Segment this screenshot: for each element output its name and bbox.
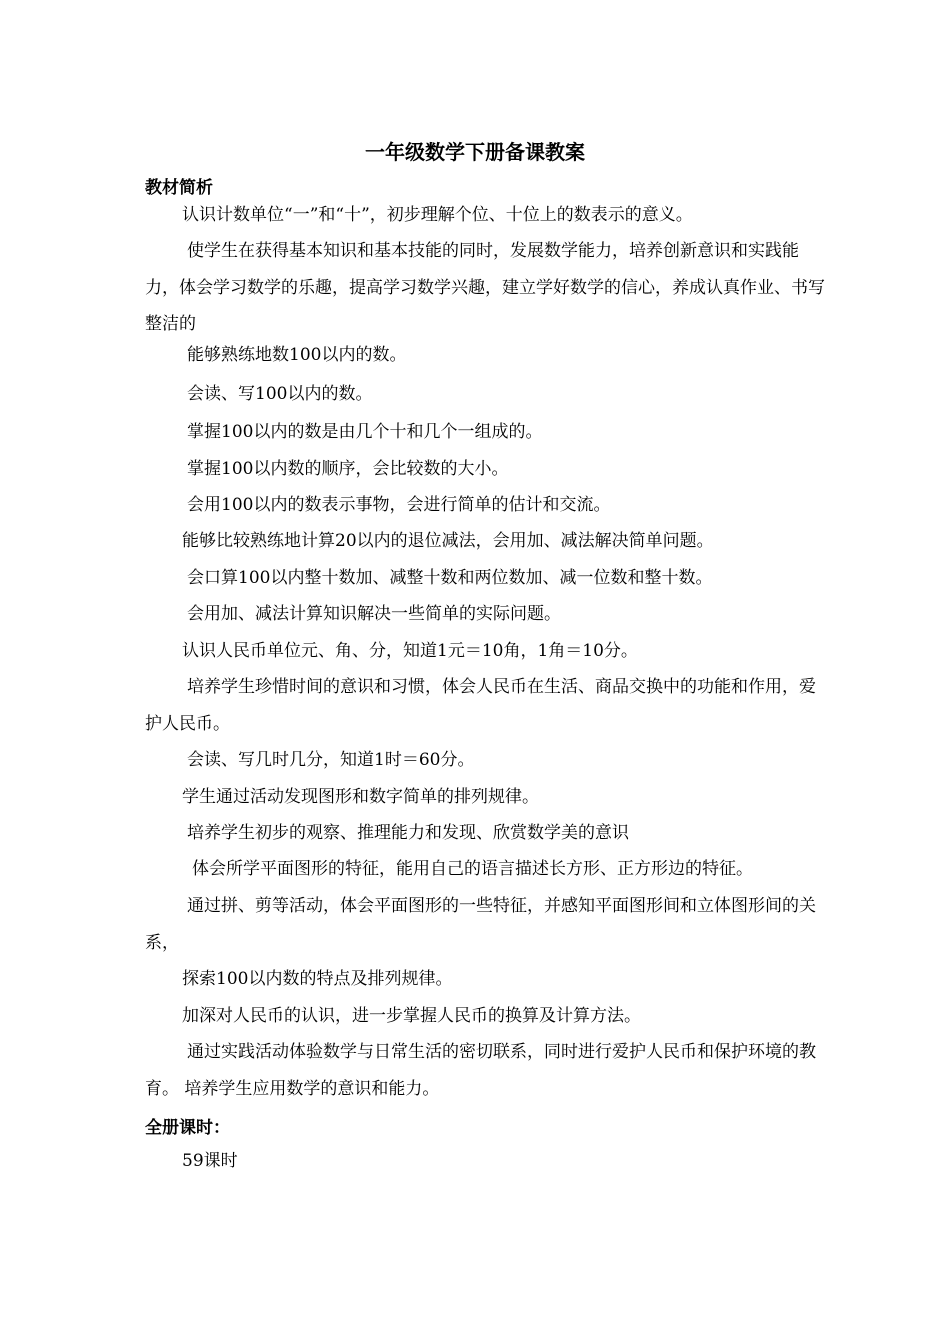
paragraph: 会用100以内的数表示事物，会进行简单的估计和交流。 — [187, 495, 611, 515]
paragraph: 会读、写100以内的数。 — [187, 384, 373, 404]
paragraph: 体会所学平面图形的特征，能用自己的语言描述长方形、正方形边的特征。 — [192, 859, 753, 879]
document-title: 一年级数学下册备课教案 — [365, 140, 585, 164]
paragraph: 59课时 — [182, 1151, 238, 1171]
paragraph: 培养学生初步的观察、推理能力和发现、欣赏数学美的意识 — [187, 823, 629, 843]
paragraph: 学生通过活动发现图形和数字简单的排列规律。 — [182, 787, 539, 807]
paragraph: 掌握100以内数的顺序，会比较数的大小。 — [187, 459, 509, 479]
paragraph: 通过拼、剪等活动，体会平面图形的一些特征，并感知平面图形间和立体图形间的关系， — [145, 896, 816, 953]
paragraph: 认识人民币单位元、角、分，知道1元＝10角，1角＝10分。 — [182, 641, 638, 661]
paragraph: 掌握100以内的数是由几个十和几个一组成的。 — [187, 422, 543, 442]
paragraph: 能够比较熟练地计算20以内的退位减法，会用加、减法解决简单问题。 — [182, 531, 714, 551]
paragraph: 能够熟练地数100以内的数。 — [187, 345, 407, 365]
section-heading-total-lessons: 全册课时： — [145, 1118, 230, 1138]
paragraph: 探索100以内数的特点及排列规律。 — [182, 969, 453, 989]
paragraph: 通过实践活动体验数学与日常生活的密切联系，同时进行爱护人民币和保护环境的教育。 培养学生应用数学的意识和能力。 — [145, 1042, 816, 1099]
paragraph: 加深对人民币的认识，进一步掌握人民币的换算及计算方法。 — [182, 1006, 641, 1026]
paragraph: 认识计数单位“一”和“十”，初步理解个位、十位上的数表示的意义。 — [182, 205, 693, 225]
paragraph: 培养学生珍惜时间的意识和习惯，体会人民币在生活、商品交换中的功能和作用，爱护人民币。 — [145, 677, 816, 734]
paragraph: 会口算100以内整十数加、减整十数和两位数加、减一位数和整十数。 — [187, 568, 713, 588]
paragraph: 会读、写几时几分，知道1时＝60分。 — [187, 750, 475, 770]
paragraph: 会用加、减法计算知识解决一些简单的实际问题。 — [187, 604, 561, 624]
section-heading-textbook-analysis: 教材简析 — [145, 178, 213, 198]
paragraph: 使学生在获得基本知识和基本技能的同时，发展数学能力，培养创新意识和实践能力，体会学习数学的乐趣，提高学习数学兴趣，建立学好数学的信心，养成认真作业、书写整洁的 — [145, 241, 825, 334]
